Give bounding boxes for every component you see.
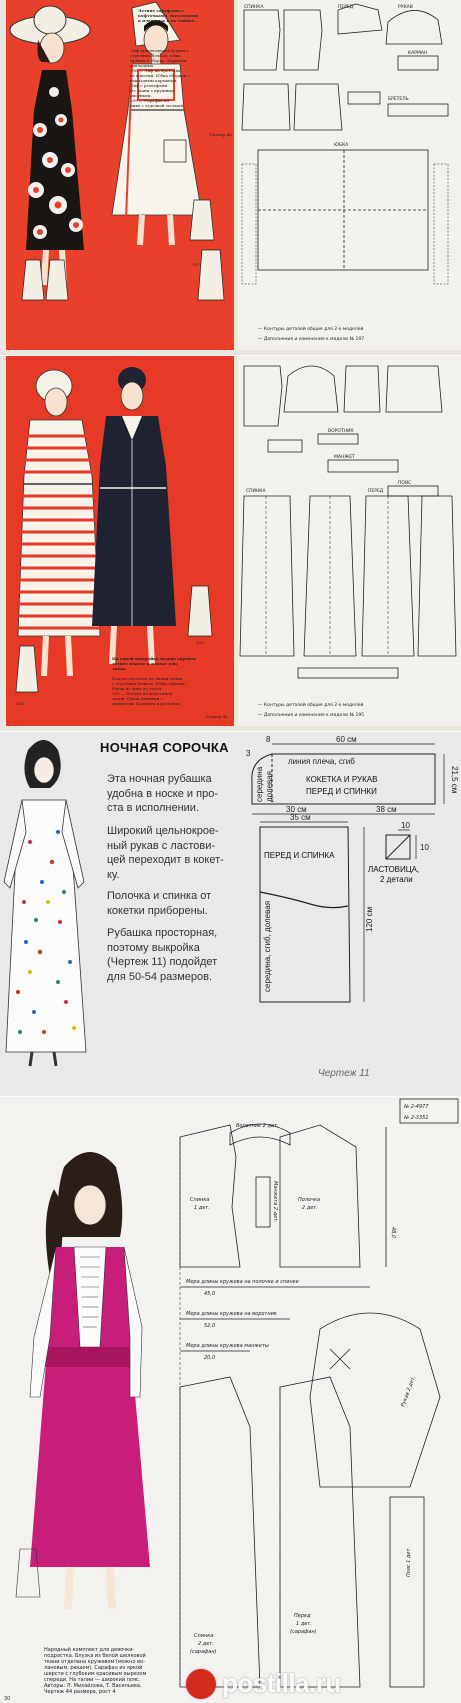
label-spinka-4: Спинка <box>190 1197 210 1203</box>
legend-changes-2: — Дополнения и изменения к модели № 195 <box>258 713 365 718</box>
dim-3: 3 <box>246 749 251 758</box>
label-vorotnik: ВОРОТНИК <box>328 429 354 434</box>
label-poyas-4: Пояс 1 дет. <box>406 1547 412 1577</box>
dim-10-side: 10 <box>420 843 429 852</box>
figure-number-right: 195 <box>196 640 204 645</box>
label-poyas: ПОЯС <box>398 481 412 486</box>
label-spinka2: Спинка <box>194 1633 214 1639</box>
lace-measure-1: Мера длины кружева на полочке и спинке <box>186 1279 299 1285</box>
pattern-drawing <box>238 0 461 350</box>
label-yubka: ЮБКА <box>334 143 349 148</box>
nightgown-article <box>0 732 461 1097</box>
nightgown-illustration <box>0 732 100 1097</box>
fashion-illustration-page <box>6 0 234 350</box>
dim-120: 120 см <box>365 906 374 932</box>
dim-60: 60 см <box>336 735 357 744</box>
caption: По одной выкройке можно скроить летнее платье и платье для зимы. <box>112 656 197 671</box>
pattern-sheet-2 <box>238 356 461 726</box>
lobar: долевая <box>265 771 274 802</box>
label-bretel: БРЕТЕЛЬ <box>388 97 409 102</box>
gusset-label: ЛАСТОВИЦА, <box>368 865 420 874</box>
number-1: 45,0 <box>204 1291 216 1297</box>
pattern-sheet-1 <box>238 0 461 350</box>
lace-measure-2: Мера длины кружева на воротник <box>186 1311 277 1317</box>
code-1: № 2-4977 <box>404 1104 429 1110</box>
gusset-count: 2 детали <box>380 875 413 884</box>
size-note: Размер 48 <box>210 132 232 137</box>
label-rukav-4: Рукав 2 дет. <box>400 1375 417 1408</box>
article-body-2: Платье отрезное по линии талии, с отрезным бочком. Юбка прямая. Рукав из пике до локтя. 195 — Платье из шерстяной ткани. Рукав длинный с манжетой. Карманы в рельефах. <box>112 676 186 706</box>
number-3: 20,0 <box>204 1355 216 1361</box>
pattern-drawing-2 <box>238 356 461 726</box>
page-number: 30 <box>4 1696 11 1702</box>
dim-30: 30 см <box>286 805 307 814</box>
postilla-logo-icon <box>186 1669 216 1699</box>
label-spinka-count: 1 дет. <box>194 1205 210 1211</box>
label-sarafan-front: (сарафан) <box>290 1629 317 1635</box>
lace-measure-3: Мера длины кружева манжеты <box>186 1343 269 1349</box>
dim-38: 38 см <box>376 805 397 814</box>
label-pered: ПЕРЕД <box>338 5 354 10</box>
label-polochka: Полочка <box>298 1197 321 1203</box>
paragraph-4: Рубашка просторная, поэтому выкройка (Чертеж 11) подойдет для 50-54 размеров. <box>107 927 218 983</box>
figure-number-left: 194 <box>16 701 24 706</box>
label-manzheta: МАНЖЕТ <box>334 455 355 460</box>
legend-common-2: — Контуры деталей общие для 2-х моделей <box>258 703 364 708</box>
pattern-drawing-girls <box>170 1097 461 1703</box>
middle-fold: середина <box>255 766 264 802</box>
label-polochka-count: 2 дет. <box>302 1205 318 1211</box>
label-rukav: РУКАВ <box>398 5 413 10</box>
girls-dress-article <box>0 1097 461 1703</box>
label-spinka-2: СПИНКА <box>246 489 266 494</box>
dim-10-top: 10 <box>401 821 410 830</box>
label-manzheta: Манжета 2 дет. <box>272 1181 278 1223</box>
article-subtitle: Летние сарафаны с кофточками, вытачными в плечевых и на спинке. <box>138 8 199 23</box>
fold-vertical: середина, сгиб, долевая <box>263 900 272 992</box>
figure-number: 197 <box>192 262 200 267</box>
dim-35: 35 см <box>290 813 311 822</box>
legend-common: — Контуры деталей общие для 2-х моделей <box>258 327 364 332</box>
article-title: НОЧНАЯ СОРОЧКА <box>100 740 229 755</box>
shoulder-line: линия плеча, сгиб <box>288 757 355 766</box>
label-spinka: СПИНКА <box>244 5 264 10</box>
label-sarafan-back: (сарафан) <box>190 1649 217 1655</box>
girl-illustration <box>0 1097 190 1637</box>
article-body: Лиф прилегающей формы с отрезным бочком, юбка пряная в сборку. Карманы накладные. 196 — Лиф на бретелях из кокетки. Юбка сборкой с накладным карманом. Лиф с рельефами. Из ткани с крупным рисунком. 199 — Сарафан из пике с отделкой тесьмой. <box>130 48 190 108</box>
size-note-2: Размер 48 <box>206 714 228 719</box>
label-pered-4: Перед <box>294 1613 311 1619</box>
yoke-label-1: КОКЕТКА И РУКАВ <box>306 775 378 784</box>
label-pered-2: ПЕРЕД <box>368 489 384 494</box>
number-4: 48,0 <box>390 1227 396 1239</box>
pattern-drawing-11 <box>240 732 461 1062</box>
watermark: postilla.ru <box>222 1668 341 1698</box>
legend-changes: — Дополнения и изменения к модели № 197 <box>258 337 365 342</box>
dim-21-5: 21,5 см <box>450 766 459 794</box>
dim-8: 8 <box>266 735 271 744</box>
label-vorotnik-4: Воротник 2 дет. <box>236 1123 279 1129</box>
magazine-spread-2 <box>0 356 461 732</box>
number-2: 52,0 <box>204 1323 216 1329</box>
magazine-spread-1 <box>0 0 461 356</box>
label-spinka2-count: 2 дет. <box>198 1641 214 1647</box>
drawing-caption: Чертеж 11 <box>318 1068 370 1079</box>
paragraph-1: Эта ночная рубашка удобна в носке и про- ста в исполнении. <box>107 773 218 814</box>
paragraph-2: Широкий цельнокрое- ный рукав с ластови- цей переходит в кокет- ку. <box>107 825 224 881</box>
code-2: № 2-3351 <box>404 1115 429 1121</box>
fashion-illustration-page-2 <box>6 356 234 726</box>
yoke-label-2: ПЕРЕД И СПИНКИ <box>306 787 377 796</box>
caption-girls: Нарядный комплект для девочки- подростка. Блузка из белой шелковой ткани отделана кружевом (можно во- лановым, рюшем). Сарафан из яркой шерсти с глубоким красивым вырезом спереди. На талии — широкий пояс. Авторы: Л. Михайлова, Т. Васильева. Чертеж 44 размера, рост 4 <box>44 1647 147 1695</box>
label-pered-count: 1 дет. <box>296 1621 312 1627</box>
label-karman: КАРМАН <box>408 51 428 56</box>
paragraph-3: Полочка и спинка от кокетки приборены. <box>107 890 212 917</box>
front-back-label: ПЕРЕД И СПИНКА <box>264 851 335 860</box>
